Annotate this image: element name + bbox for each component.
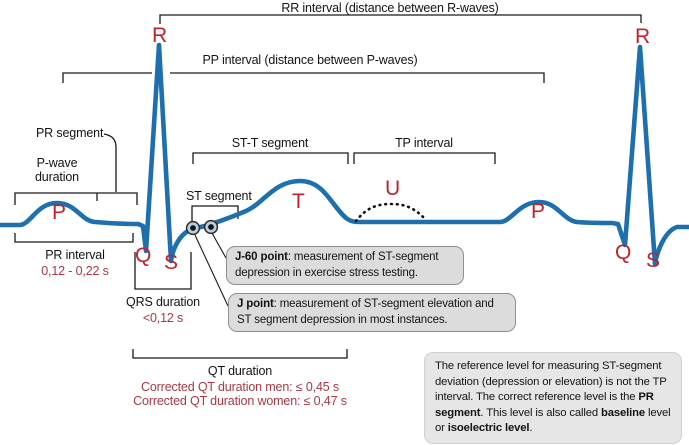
u-wave-label: U bbox=[385, 177, 401, 200]
rr-interval-label: RR interval (distance between R-waves) bbox=[281, 1, 499, 15]
rr-interval-bracket bbox=[160, 15, 641, 24]
note-bold-isoelectric: isoelectric level bbox=[447, 422, 530, 435]
pp-interval-bracket bbox=[63, 73, 544, 83]
note-bold-pr-segment: PR segment bbox=[435, 391, 654, 419]
p-wave-duration-bracket bbox=[15, 193, 137, 205]
pr-interval-label: PR interval bbox=[45, 248, 105, 262]
pp-interval-label: PP interval (distance between P-waves) bbox=[202, 53, 418, 67]
qt-duration-women-value: Corrected QT duration women: ≤ 0,47 s bbox=[133, 394, 347, 408]
j-point-callout-title: J point bbox=[237, 298, 274, 310]
pr-interval-value: 0,12 - 0,22 s bbox=[41, 264, 109, 278]
qt-duration-men-value: Corrected QT duration men: ≤ 0,45 s bbox=[140, 380, 339, 394]
reference-level-note bbox=[424, 352, 682, 444]
s-wave-label-2: S bbox=[646, 249, 661, 272]
note-text-2: . This level is also called bbox=[480, 406, 601, 419]
note-bold-baseline: baseline bbox=[600, 406, 645, 419]
st-segment-label: ST segment bbox=[186, 189, 252, 203]
j60-point-callout-title: J-60 point bbox=[235, 251, 288, 263]
r-wave-label-1: R bbox=[152, 24, 168, 47]
pr-interval-bracket bbox=[15, 233, 133, 242]
pr-segment-label: PR segment bbox=[36, 126, 104, 140]
ecg-waveform bbox=[0, 45, 689, 264]
j-point-callout-body: : measurement of ST-segment elevation and ST segment depression in most instances. bbox=[237, 298, 494, 326]
s-wave-label-1: S bbox=[164, 251, 179, 274]
qrs-duration-label: QRS duration bbox=[126, 295, 200, 309]
tp-interval-bracket bbox=[354, 153, 495, 164]
j60-point-callout-body: : measurement of ST-segment depression in exercise stress testing. bbox=[235, 251, 439, 279]
j60-point-callout bbox=[226, 246, 464, 285]
q-wave-label-2: Q bbox=[615, 241, 632, 264]
note-text-3: level or bbox=[435, 406, 671, 435]
stt-segment-label: ST-T segment bbox=[231, 136, 309, 150]
j60-point-leader-line bbox=[212, 233, 226, 258]
j60-point-marker bbox=[205, 221, 218, 234]
p-wave-label-1: P bbox=[52, 201, 67, 224]
q-wave-label-1: Q bbox=[135, 244, 152, 267]
note-text-4: . bbox=[529, 422, 533, 435]
qt-duration-bracket bbox=[133, 349, 347, 358]
note-text-1: The reference level for measuring ST-segment deviation (depression or elevation) is not the TP interval. The correct reference level is the bbox=[435, 360, 667, 404]
u-wave-dotted-curve bbox=[356, 204, 426, 221]
p-wave-label-2: P bbox=[531, 200, 546, 223]
p-wave-duration-label: P-wave duration bbox=[35, 156, 79, 185]
qrs-duration-value: <0,12 s bbox=[142, 311, 184, 325]
stt-segment-bracket bbox=[193, 153, 348, 164]
r-wave-label-2: R bbox=[635, 25, 651, 48]
t-wave-label: T bbox=[292, 190, 305, 213]
tp-interval-label: TP interval bbox=[395, 136, 453, 150]
qt-duration-label: QT duration bbox=[207, 364, 273, 378]
pr-segment-leader-line bbox=[104, 134, 116, 192]
j-point-callout bbox=[228, 293, 516, 332]
j-point-marker bbox=[187, 222, 200, 235]
